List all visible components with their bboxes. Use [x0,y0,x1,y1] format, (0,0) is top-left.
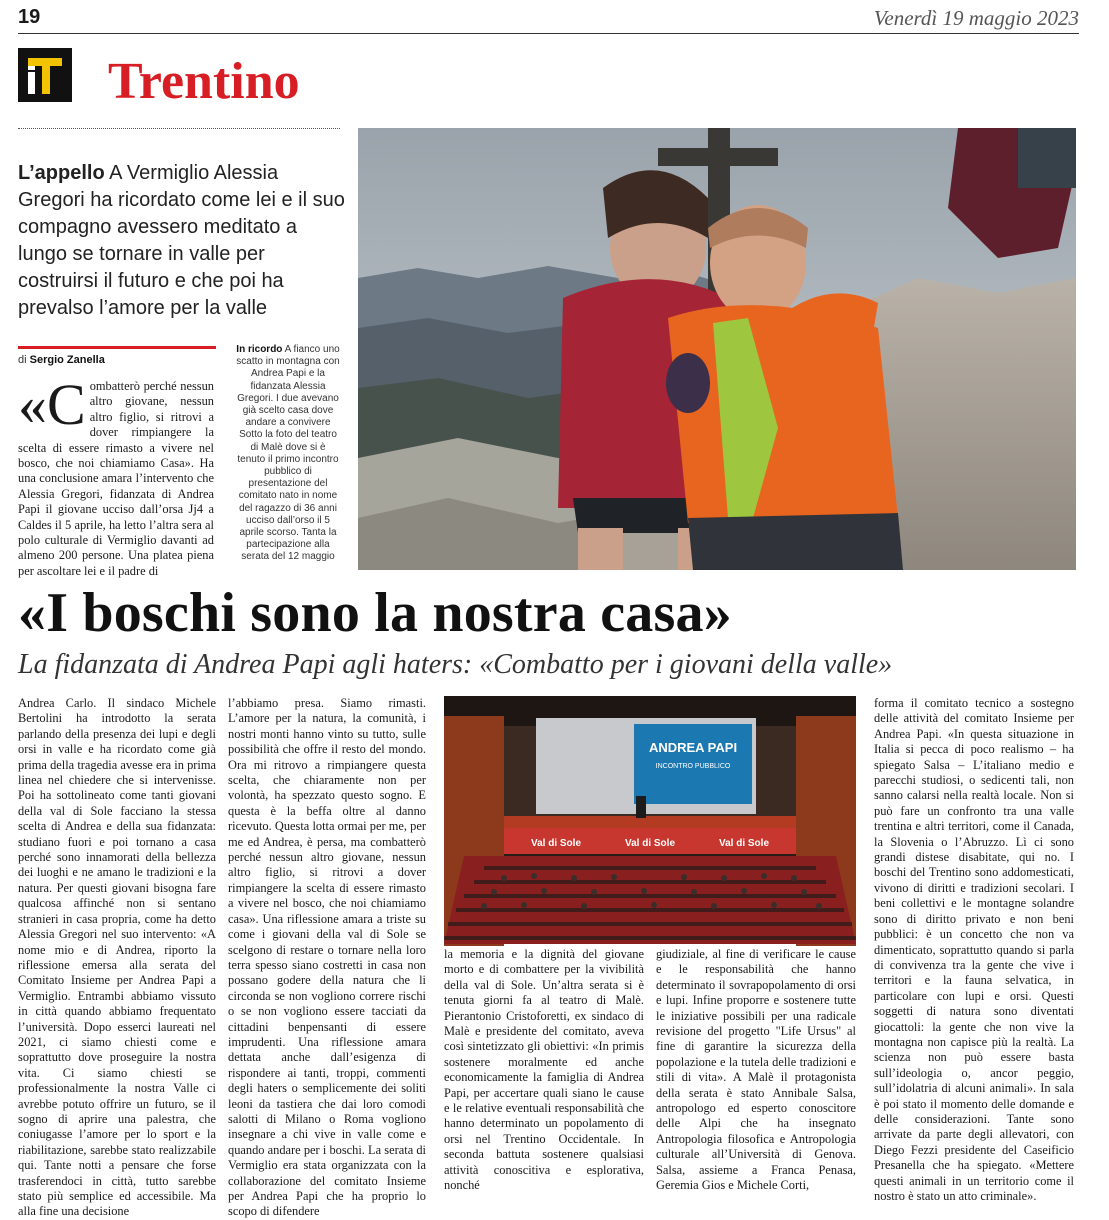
newspaper-logo [18,48,72,102]
article-column-1: Andrea Carlo. Il sindaco Michele Bertolini ha introdotto la serata parlando della presenza dei lupi e degli orsi in valle e ha ricordato come già prima della tragedia avesse era in prima linea nel chiedere che si intervenisse. Poi ha sottolineato come tanti giovani della val di Sole facciano la stessa scelta di Andrea e della sua fidanzata: studiano fuori e poi tornano a casa perché sono innamorati della bellezza dei luoghi e ne amano le tradizioni e la natura. Per questi giovani bisogna fare qualcosa affinché non si sentano stranieri in casa propria, come ha detto Alessia Gregori nel suo intervento: «A nome mio e di Andrea, riporto la riflessione emersa alla serata del Comitato Insieme per Andrea Papi a Vermiglio. Entrambi abbiamo vissuto in città quando abbiamo frequentato l’università. Dopo esserci laureati nel 2021, ci siamo chiesti come e soprattutto dove proseguire la nostra vita. Ci siamo chiesti se professionalmente la nostra Valle ci avrebbe potuto offrire un futuro, se il sogno di aprire una palestra, che coniugasse l’amore per lo sport e la riabilitazione, sarebbe stato realizzabile qui. Tante notti a pensare che forse trasferendoci in città, tutto sarebbe stato più semplice ed accessibile. Ma alla fine una decisione [18,696,216,1219]
couple-mountain-photo [358,128,1076,570]
byline-author: Sergio Zanella [29,354,105,366]
caption-kicker: In ricordo [236,344,283,355]
section-title: Trentino [108,53,300,110]
article-column-2: l’abbiamo presa. Siamo rimasti. L’amore per la natura, la comunità, i nostri monti hanno vinto su tutto, sulle possibilità che offre il resto del mondo. Ora mi ritrovo a rimpiangere questa scelta, che chiaramente non per volontà, ha spezzato questo sogno. E questa è la beffa oltre al danno ricevuto. Questa lotta ormai per me, per me ed Andrea, è persa, ma combatterò perché nessun altro giovane, nessun altro figlio, si ritrovi a dover rimpiangere la scelta di essere rimasto a vivere nel bosco, che noi chiamiamo casa». Una riflessione amara a triste su come i giovani della val di Sole se scelgono di restare o tornare nella loro terra spesso siano costretti in casa non possano godere della natura che li circonda se non vogliono correre rischi o se non vogliono essere tacciati da cittadini benpensanti di essere imprudenti. Una riflessione amara dettata anche dall’esigenza di rispondere ai tanti, troppi, commenti degli haters o semplicemente dei soliti leoni da tastiera che dai loro comodi salotti di Milano o Roma vogliono insegnare a chi vive in valle come e quando andare per i boschi. La serata di Vermiglio era stata organizzata con la collaborazione del comitato Insieme per Andrea Papi che ha proprio lo scopo di difendere [228,696,426,1219]
byline [18,354,105,366]
byline-prefix: di [18,354,27,366]
article-column-5: forma il comitato tecnico a sostegno delle attività del comitato Insieme per Andrea Papi. «In questa situazione in Italia si pecca di poco realismo – ha spiegato Salsa – L’italiano medio e parecchi studiosi, o sedicenti tali, non sanno calarsi nella realtà locale. Non si può fare un confronto tra una valle trentina e altri territori, come il Canada, la Slovenia o l’Abruzzo. Lì ci sono grandi distese disabitate, qui no. I boschi del Trentino sono addomesticati, vivono di diritti e tradizioni secolari. I beni collettivi e le montagne solandre sono di diritto privato e non beni pubblici: è un concetto che non va dimenticato, soprattutto quando si parla di convivenza tra la gente che vive i territori e la fauna selvatica, in particolare con lupi e orsi. Questi soggetti di natura sono diventati giocattoli: la gente che non vive la montagna non capisce più la realtà. La scienza non può essere basta sull’ideologia o, ancor peggio, sull’idolatria di alcuni animali». In sala è poi stato il momento delle domande e delle considerazioni. Tante sono arrivate da parte degli allevatori, con Diego Fezzi presidente del Caseificio Presanella che ha spiegato. «Mettere questi animali in un territorio come il nostro è stato un atto criminale». [874,696,1074,1203]
headline: «I boschi sono la nostra casa» [18,582,732,644]
header-rule [18,33,1079,34]
page-number: 19 [18,6,41,28]
banner-label-2: Val di Sole [624,838,676,849]
theatre-photo [444,696,856,944]
article-intro [18,372,214,578]
screen-subtitle: INCONTRO PUBBLICO [655,763,731,770]
lede-kicker: L’appello [18,162,105,184]
screen-title: ANDREA PAPI [648,740,738,755]
article-column-3: la memoria e la dignità del giovane morto e di combattere per la vivibilità della val di Sole. Un’altra serata si è tenuta giorni fa al teatro di Malè. Pierantonio Cristoforetti, ex sindaco di Malè e presidente del comitato, aveva così sintetizzato gli obiettivi: «In primis sostenere moralmente ed anche economicamente la famiglia di Andrea Papi, per accertare quali siano le cause e le relative eventuali responsabilità che hanno determinato un popolamento di orsi nel Trentino Occidentale. In seconda battuta sostenere qualsiasi attività conoscitiva e esplorativa, nonché [444,947,644,1193]
lede-text: A Vermiglio Alessia Gregori ha ricordato come lei e il suo compagno avessero meditato a lungo se tornare in valle per costruirsi il futuro e che poi ha prevalso l’amore per la valle [18,162,345,319]
intro-text: ombatterò perché nessun altro giovane, nessun altro figlio, si ritrovi a dover rimpiangere la scelta di essere rimasto a vivere nel bosco, che noi chiamiamo Casa». Ha una conclusione amara l’intervento che Alessia Gregori, fidanzata di Andrea Papi il giovane ucciso dall’orsa Jj4 a Caldes il 5 aprile, ha letto l’altra sera al polo culturale di Vermiglio davanti ad almeno 200 persone. Una platea piena per ascoltare lei e il padre di [18,379,214,578]
dropcap: «C [18,372,86,437]
caption-text: A fianco uno scatto in montagna con Andrea Papi e la fidanzata Alessia Gregori. I due avevano già scelto casa dove andare a convivere Sotto la foto del teatro di Malè dove si è tenuto il primo incontro pubblico di presentazione del comitato nato in nome del ragazzo di 36 anni ucciso dall’orso il 5 aprile scorso. Tanta la partecipazione alla serata del 12 maggio [236,344,340,563]
article-column-4: giudiziale, al fine di verificare le cause e le responsabilità che hanno determinato il sovrapopolamento di orsi e lupi. Infine proporre e sostenere tutte le iniziative possibili per una radicale revisione del progetto "Life Ursus" al fine di garantire la sicurezza della popolazione e la tutela delle tradizioni e stili di vita». A Malè il protagonista della serata è stato Annibale Salsa, antropologo ed esperto conoscitore delle Alpi che ha insegnato Antropologia filosofica e Antropologia culturale all’Università di Genova. Salsa, assieme a Franca Penasa, Geremia Gios e Michele Corti, [656,947,856,1193]
photo-caption [236,344,340,564]
section-rule [18,128,340,129]
publication-date: Venerdì 19 maggio 2023 [873,6,1079,30]
subheadline: La fidanzata di Andrea Papi agli haters: «Combatto per i giovani della valle» [18,649,893,680]
banner-label-3: Val di Sole [718,838,770,849]
lede [18,160,348,322]
byline-rule [18,346,216,349]
banner-label-1: Val di Sole [530,838,582,849]
